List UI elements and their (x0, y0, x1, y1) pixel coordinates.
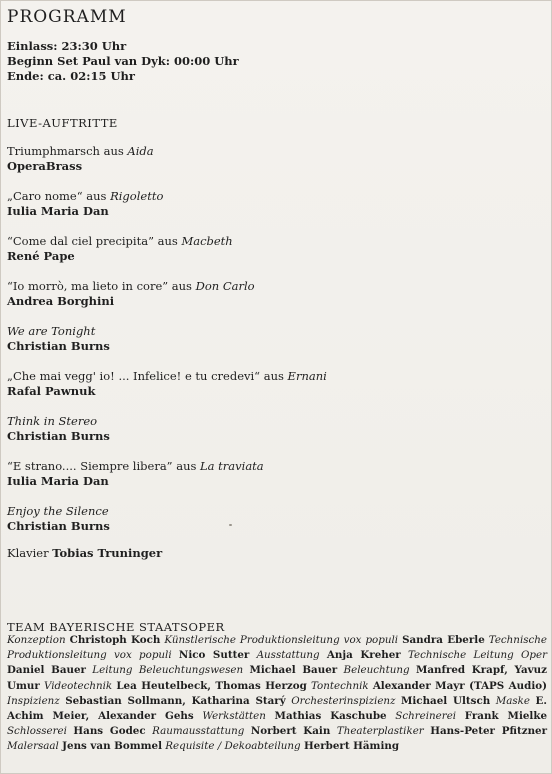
set-start-time: Beginn Set Paul van Dyk: 00:00 Uhr (7, 54, 239, 68)
page-title: PROGRAMM (7, 7, 127, 27)
performance-item (7, 369, 547, 414)
credit-name: Michael Bauer (249, 664, 338, 677)
credit-name: Lea Heutelbeck, Thomas Herzog (116, 679, 307, 692)
piece-title (7, 459, 547, 474)
credit-name: Hans Godec (73, 725, 146, 738)
live-section-heading: LIVE-AUFTRITTE (7, 116, 118, 130)
piece-title (7, 504, 547, 519)
credit-name: Daniel Bauer (7, 664, 86, 677)
credit-name: Jens van Bommel (62, 740, 162, 753)
performance-item (7, 414, 547, 459)
credit-role: Leitung Beleuchtungswesen (92, 664, 244, 677)
credit-name: Michael Ultsch (400, 694, 491, 707)
team-credits (7, 633, 547, 755)
credit-name: Alexander Mayr (TAPS Audio) (372, 679, 548, 692)
admission-time: Einlass: 23:30 Uhr (7, 39, 127, 53)
work-title: Ernani (287, 369, 327, 383)
credit-role: Raumausstattung (152, 725, 245, 738)
credit-name: Christoph Koch (69, 634, 161, 646)
credit-role: Tontechnik (310, 679, 369, 692)
piece-text: Triumphmarsch aus (7, 144, 128, 158)
credit-role: Technische Leitung Oper (407, 649, 547, 662)
credit-role: Ausstattung (256, 649, 320, 662)
performance-item (7, 189, 547, 234)
team-section-heading: TEAM BAYERISCHE STAATSOPER (7, 620, 225, 634)
credit-role: Videotechnik (43, 679, 113, 692)
performer-name: Iulia Maria Dan (7, 204, 109, 218)
performance-list (7, 144, 547, 549)
credit-name: Sandra Eberle (402, 634, 485, 646)
credit-role: Theaterplastiker (336, 725, 424, 738)
piano-credit (7, 546, 162, 560)
piece-title (7, 189, 547, 204)
work-title: Aida (127, 144, 154, 158)
credit-role: Schlosserei (7, 725, 67, 738)
performer-name: Iulia Maria Dan (7, 474, 109, 488)
piece-title (7, 369, 547, 384)
piece-title (7, 279, 547, 294)
piece-text: “Io morrò, ma lieto in core” aus (7, 279, 196, 293)
performer-name: Christian Burns (7, 339, 110, 353)
credit-name: Nico Sutter (178, 649, 250, 662)
performer-name: Christian Burns (7, 429, 110, 443)
performer-name: René Pape (7, 249, 75, 263)
piece-text: „Che mai vegg' io! ... Infelice! e tu credevi“ aus (7, 369, 288, 383)
credit-role: Maske (495, 694, 531, 707)
credit-role: Konzeption (7, 634, 66, 646)
credit-name: Anja Kreher (326, 649, 401, 662)
work-title: Macbeth (181, 234, 233, 248)
credit-role: Requisite / Dekoabteilung (165, 740, 301, 753)
piece-title (7, 144, 547, 159)
work-title: Rigoletto (110, 189, 164, 203)
end-time: Ende: ca. 02:15 Uhr (7, 69, 135, 83)
credit-name: Sebastian Sollmann, Katharina Starý (65, 694, 286, 707)
schedule-block (7, 39, 239, 84)
performer-name: Christian Burns (7, 519, 110, 533)
performer-name: OperaBrass (7, 159, 83, 173)
performance-item (7, 279, 547, 324)
credit-name: Frank Mielke (464, 710, 547, 723)
performer-name: Rafal Pawnuk (7, 384, 96, 398)
performance-item (7, 459, 547, 504)
piece-title (7, 414, 547, 429)
credit-role: Orchesterinspizienz (291, 694, 396, 707)
credit-name: Manfred Krapf, Yavuz Umur (7, 664, 547, 692)
paper-speck (229, 524, 232, 526)
performance-item (7, 234, 547, 279)
credit-name: Hans-Peter Pfitzner (430, 725, 548, 738)
piece-title (7, 324, 547, 339)
work-title: Enjoy the Silence (7, 504, 109, 518)
credit-name: E. Achim Meier, Alexander Gehs (7, 694, 547, 723)
performer-name: Andrea Borghini (7, 294, 115, 308)
performance-item (7, 504, 547, 549)
credit-role: Malersaal (7, 740, 59, 753)
credit-name: Herbert Häming (303, 740, 400, 753)
piano-name: Tobias Truninger (52, 546, 163, 560)
piece-text: “E strano.... Siempre libera” aus (7, 459, 201, 473)
performance-item (7, 144, 547, 189)
work-title: We are Tonight (7, 324, 96, 338)
credit-role: Werkstätten (202, 710, 266, 723)
performance-item (7, 324, 547, 369)
piece-text: “Come dal ciel precipita” aus (7, 234, 182, 248)
credit-role: Technische Produktionsleitung vox populi (7, 634, 548, 662)
credit-name: Mathias Kaschube (274, 710, 387, 723)
credit-role: Künstlerische Produktionsleitung vox populi (164, 634, 399, 646)
piece-title (7, 234, 547, 249)
credit-name: Norbert Kain (250, 725, 331, 738)
credit-role: Beleuchtung (343, 664, 410, 677)
work-title: La traviata (200, 459, 264, 473)
credit-role: Inspizienz (7, 694, 60, 707)
work-title: Don Carlo (195, 279, 255, 293)
credit-role: Schreinerei (395, 710, 457, 723)
work-title: Think in Stereo (7, 414, 98, 428)
piano-label: Klavier (7, 546, 53, 560)
piece-text: „Caro nome“ aus (7, 189, 111, 203)
